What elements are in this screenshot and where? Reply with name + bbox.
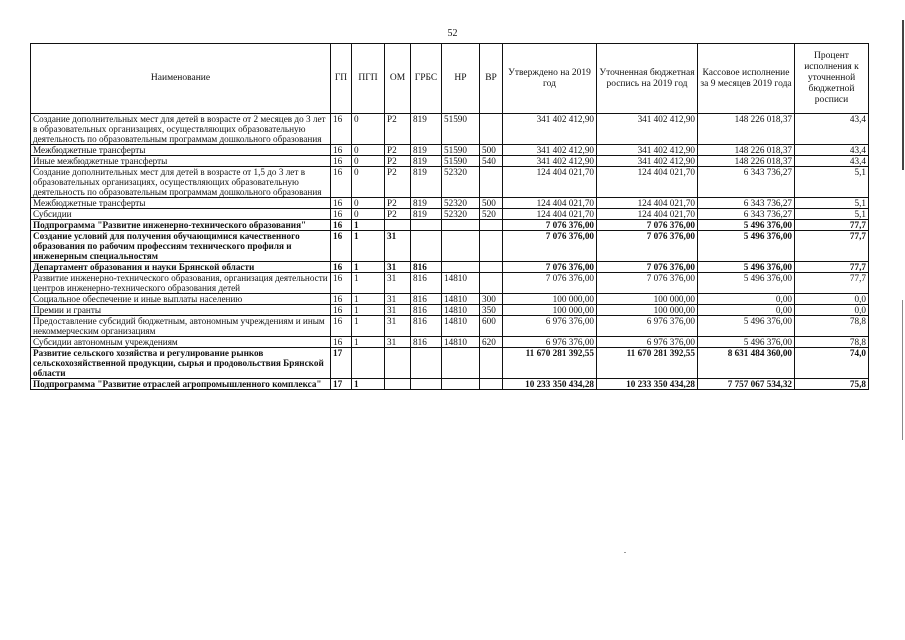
cell-vr <box>480 379 503 390</box>
cell-cash: 5 496 376,00 <box>698 220 795 231</box>
cell-name: Межбюджетные трансферты <box>31 145 331 156</box>
cell-percent: 77,7 <box>795 273 869 294</box>
col-header-pgp: ПГП <box>352 44 385 114</box>
cell-percent: 75,8 <box>795 379 869 390</box>
cell-om: P2 <box>385 114 411 145</box>
cell-cash: 0,00 <box>698 305 795 316</box>
scan-speck <box>624 552 626 553</box>
cell-nr: 14810 <box>442 316 480 337</box>
table-row <box>31 114 869 145</box>
cell-name: Подпрограмма "Развитие отраслей агропромышленного комплекса" <box>31 379 331 390</box>
cell-name: Создание дополнительных мест для детей в возрасте от 2 месяцев до 3 лет в образовательных организациях, осуществляющих образовательную деятельность по образовательным программам дошкольного образования <box>31 114 331 145</box>
cell-name: Создание условий для получения обучающимися качественного образования по рабочим профессиям технического профиля и инженерным специальностям <box>31 231 331 262</box>
cell-approved: 7 076 376,00 <box>503 220 597 231</box>
cell-cash: 5 496 376,00 <box>698 316 795 337</box>
cell-percent: 77,7 <box>795 231 869 262</box>
cell-pgp: 1 <box>352 220 385 231</box>
cell-grbs: 816 <box>411 294 442 305</box>
cell-om: P2 <box>385 167 411 198</box>
col-header-om: ОМ <box>385 44 411 114</box>
cell-gp: 16 <box>331 209 352 220</box>
col-header-name: Наименование <box>31 44 331 114</box>
cell-nr: 51590 <box>442 156 480 167</box>
cell-grbs: 819 <box>411 209 442 220</box>
cell-om: P2 <box>385 145 411 156</box>
cell-gp: 17 <box>331 379 352 390</box>
cell-pgp: 1 <box>352 294 385 305</box>
cell-nr: 52320 <box>442 198 480 209</box>
cell-vr <box>480 348 503 379</box>
cell-om: P2 <box>385 209 411 220</box>
table-row <box>31 156 869 167</box>
cell-om <box>385 220 411 231</box>
cell-gp: 17 <box>331 348 352 379</box>
table-row <box>31 316 869 337</box>
cell-nr: 51590 <box>442 145 480 156</box>
cell-pgp: 0 <box>352 156 385 167</box>
cell-om: 31 <box>385 262 411 273</box>
cell-grbs: 816 <box>411 273 442 294</box>
cell-nr: 52320 <box>442 167 480 198</box>
cell-cash: 148 226 018,37 <box>698 156 795 167</box>
col-header-gp: ГП <box>331 44 352 114</box>
table-row <box>31 305 869 316</box>
col-header-grbs: ГРБС <box>411 44 442 114</box>
cell-approved: 100 000,00 <box>503 305 597 316</box>
cell-name: Иные межбюджетные трансферты <box>31 156 331 167</box>
cell-percent: 43,4 <box>795 114 869 145</box>
cell-pgp: 1 <box>352 262 385 273</box>
cell-nr: 14810 <box>442 294 480 305</box>
cell-approved: 341 402 412,90 <box>503 114 597 145</box>
cell-vr: 500 <box>480 198 503 209</box>
cell-percent: 43,4 <box>795 156 869 167</box>
cell-om: P2 <box>385 156 411 167</box>
cell-pgp: 0 <box>352 167 385 198</box>
cell-grbs: 816 <box>411 305 442 316</box>
cell-vr <box>480 167 503 198</box>
cell-pgp: 0 <box>352 145 385 156</box>
cell-vr <box>480 273 503 294</box>
cell-grbs <box>411 220 442 231</box>
cell-om: 31 <box>385 316 411 337</box>
cell-cash: 8 631 484 360,00 <box>698 348 795 379</box>
cell-cash: 6 343 736,27 <box>698 198 795 209</box>
cell-name: Субсидии автономным учреждениям <box>31 337 331 348</box>
cell-om: 31 <box>385 337 411 348</box>
cell-gp: 16 <box>331 231 352 262</box>
cell-gp: 16 <box>331 114 352 145</box>
col-header-percent: Процент исполнения к уточненной бюджетной росписи <box>795 44 869 114</box>
cell-name: Предоставление субсидий бюджетным, автономным учреждениям и иным некоммерческим организациям <box>31 316 331 337</box>
cell-approved: 124 404 021,70 <box>503 209 597 220</box>
cell-approved: 124 404 021,70 <box>503 198 597 209</box>
cell-revised: 7 076 376,00 <box>597 273 698 294</box>
cell-gp: 16 <box>331 167 352 198</box>
table-row <box>31 348 869 379</box>
cell-vr: 350 <box>480 305 503 316</box>
cell-name: Премии и гранты <box>31 305 331 316</box>
cell-vr: 540 <box>480 156 503 167</box>
cell-pgp <box>352 348 385 379</box>
table-row <box>31 379 869 390</box>
cell-name: Развитие инженерно-технического образования, организация деятельности центров инженерно-технического образования детей <box>31 273 331 294</box>
cell-grbs: 816 <box>411 262 442 273</box>
col-header-revised: Уточненная бюджетная роспись на 2019 год <box>597 44 698 114</box>
cell-om: 31 <box>385 305 411 316</box>
cell-percent: 5,1 <box>795 167 869 198</box>
cell-revised: 124 404 021,70 <box>597 167 698 198</box>
col-header-approved: Утверждено на 2019 год <box>503 44 597 114</box>
cell-nr <box>442 262 480 273</box>
cell-approved: 100 000,00 <box>503 294 597 305</box>
cell-name: Развитие сельского хозяйства и регулирование рынков сельскохозяйственной продукции, сырья и продовольствия Брянской области <box>31 348 331 379</box>
table-row <box>31 262 869 273</box>
cell-revised: 341 402 412,90 <box>597 156 698 167</box>
cell-percent: 5,1 <box>795 198 869 209</box>
cell-revised: 100 000,00 <box>597 305 698 316</box>
col-header-nr: НР <box>442 44 480 114</box>
cell-pgp: 0 <box>352 114 385 145</box>
cell-om: 31 <box>385 231 411 262</box>
cell-revised: 7 076 376,00 <box>597 262 698 273</box>
cell-nr <box>442 231 480 262</box>
cell-name: Социальное обеспечение и иные выплаты населению <box>31 294 331 305</box>
cell-grbs: 819 <box>411 145 442 156</box>
table-row <box>31 273 869 294</box>
cell-name: Департамент образования и науки Брянской области <box>31 262 331 273</box>
cell-revised: 124 404 021,70 <box>597 198 698 209</box>
cell-percent: 78,8 <box>795 316 869 337</box>
cell-pgp: 1 <box>352 273 385 294</box>
cell-cash: 148 226 018,37 <box>698 114 795 145</box>
cell-grbs: 816 <box>411 316 442 337</box>
cell-grbs: 819 <box>411 167 442 198</box>
cell-revised: 6 976 376,00 <box>597 337 698 348</box>
cell-om: 31 <box>385 273 411 294</box>
cell-cash: 6 343 736,27 <box>698 209 795 220</box>
table-row <box>31 198 869 209</box>
cell-revised: 11 670 281 392,55 <box>597 348 698 379</box>
cell-percent: 5,1 <box>795 209 869 220</box>
cell-gp: 16 <box>331 294 352 305</box>
cell-gp: 16 <box>331 145 352 156</box>
table-row <box>31 209 869 220</box>
cell-grbs: 819 <box>411 114 442 145</box>
cell-revised: 341 402 412,90 <box>597 114 698 145</box>
cell-name: Межбюджетные трансферты <box>31 198 331 209</box>
cell-grbs: 819 <box>411 156 442 167</box>
cell-revised: 341 402 412,90 <box>597 145 698 156</box>
cell-revised: 7 076 376,00 <box>597 231 698 262</box>
cell-vr: 300 <box>480 294 503 305</box>
cell-cash: 7 757 067 534,32 <box>698 379 795 390</box>
page-number: 52 <box>447 28 458 39</box>
cell-approved: 341 402 412,90 <box>503 145 597 156</box>
cell-cash: 5 496 376,00 <box>698 337 795 348</box>
cell-revised: 10 233 350 434,28 <box>597 379 698 390</box>
cell-nr: 14810 <box>442 273 480 294</box>
cell-approved: 7 076 376,00 <box>503 273 597 294</box>
cell-nr: 14810 <box>442 305 480 316</box>
table-row <box>31 145 869 156</box>
cell-nr: 51590 <box>442 114 480 145</box>
cell-gp: 16 <box>331 156 352 167</box>
cell-percent: 74,0 <box>795 348 869 379</box>
cell-pgp: 0 <box>352 209 385 220</box>
table-body <box>31 114 869 390</box>
cell-cash: 6 343 736,27 <box>698 167 795 198</box>
cell-approved: 7 076 376,00 <box>503 262 597 273</box>
cell-percent: 0,0 <box>795 294 869 305</box>
cell-gp: 16 <box>331 305 352 316</box>
cell-percent: 77,7 <box>795 220 869 231</box>
cell-percent: 78,8 <box>795 337 869 348</box>
cell-nr <box>442 379 480 390</box>
cell-pgp: 1 <box>352 337 385 348</box>
cell-om: P2 <box>385 198 411 209</box>
cell-vr <box>480 231 503 262</box>
cell-grbs <box>411 348 442 379</box>
table-row <box>31 167 869 198</box>
cell-vr: 620 <box>480 337 503 348</box>
cell-approved: 6 976 376,00 <box>503 337 597 348</box>
table-row <box>31 220 869 231</box>
cell-om: 31 <box>385 294 411 305</box>
cell-vr: 500 <box>480 145 503 156</box>
scan-edge-line <box>902 20 904 170</box>
cell-revised: 7 076 376,00 <box>597 220 698 231</box>
budget-execution-table <box>30 43 869 390</box>
cell-om <box>385 379 411 390</box>
cell-nr <box>442 348 480 379</box>
cell-percent: 43,4 <box>795 145 869 156</box>
cell-grbs <box>411 231 442 262</box>
cell-pgp: 1 <box>352 305 385 316</box>
cell-revised: 6 976 376,00 <box>597 316 698 337</box>
cell-nr: 14810 <box>442 337 480 348</box>
header-row <box>31 44 869 114</box>
cell-approved: 10 233 350 434,28 <box>503 379 597 390</box>
cell-pgp: 1 <box>352 316 385 337</box>
cell-cash: 5 496 376,00 <box>698 262 795 273</box>
cell-approved: 7 076 376,00 <box>503 231 597 262</box>
cell-gp: 16 <box>331 262 352 273</box>
table-row <box>31 337 869 348</box>
cell-approved: 341 402 412,90 <box>503 156 597 167</box>
cell-revised: 124 404 021,70 <box>597 209 698 220</box>
cell-gp: 16 <box>331 198 352 209</box>
cell-percent: 77,7 <box>795 262 869 273</box>
table-row <box>31 294 869 305</box>
cell-gp: 16 <box>331 273 352 294</box>
table-row <box>31 231 869 262</box>
cell-grbs: 819 <box>411 198 442 209</box>
cell-gp: 16 <box>331 220 352 231</box>
cell-gp: 16 <box>331 316 352 337</box>
cell-pgp: 1 <box>352 231 385 262</box>
col-header-cash: Кассовое исполнение за 9 месяцев 2019 года <box>698 44 795 114</box>
cell-name: Подпрограмма "Развитие инженерно-технического образования" <box>31 220 331 231</box>
cell-grbs: 816 <box>411 337 442 348</box>
cell-cash: 5 496 376,00 <box>698 273 795 294</box>
scan-edge-line-lower <box>902 300 903 440</box>
cell-om <box>385 348 411 379</box>
cell-pgp: 0 <box>352 198 385 209</box>
cell-cash: 0,00 <box>698 294 795 305</box>
cell-cash: 148 226 018,37 <box>698 145 795 156</box>
cell-vr <box>480 262 503 273</box>
cell-gp: 16 <box>331 337 352 348</box>
cell-grbs <box>411 379 442 390</box>
cell-vr: 600 <box>480 316 503 337</box>
cell-percent: 0,0 <box>795 305 869 316</box>
cell-approved: 6 976 376,00 <box>503 316 597 337</box>
cell-vr <box>480 220 503 231</box>
cell-cash: 5 496 376,00 <box>698 231 795 262</box>
cell-approved: 11 670 281 392,55 <box>503 348 597 379</box>
col-header-vr: ВР <box>480 44 503 114</box>
cell-approved: 124 404 021,70 <box>503 167 597 198</box>
cell-nr: 52320 <box>442 209 480 220</box>
cell-vr <box>480 114 503 145</box>
cell-revised: 100 000,00 <box>597 294 698 305</box>
cell-nr <box>442 220 480 231</box>
cell-vr: 520 <box>480 209 503 220</box>
cell-pgp: 1 <box>352 379 385 390</box>
cell-name: Субсидии <box>31 209 331 220</box>
cell-name: Создание дополнительных мест для детей в возрасте от 1,5 до 3 лет в образовательных организациях, осуществляющих образовательную деятельность по образовательным программам дошкольного образования <box>31 167 331 198</box>
